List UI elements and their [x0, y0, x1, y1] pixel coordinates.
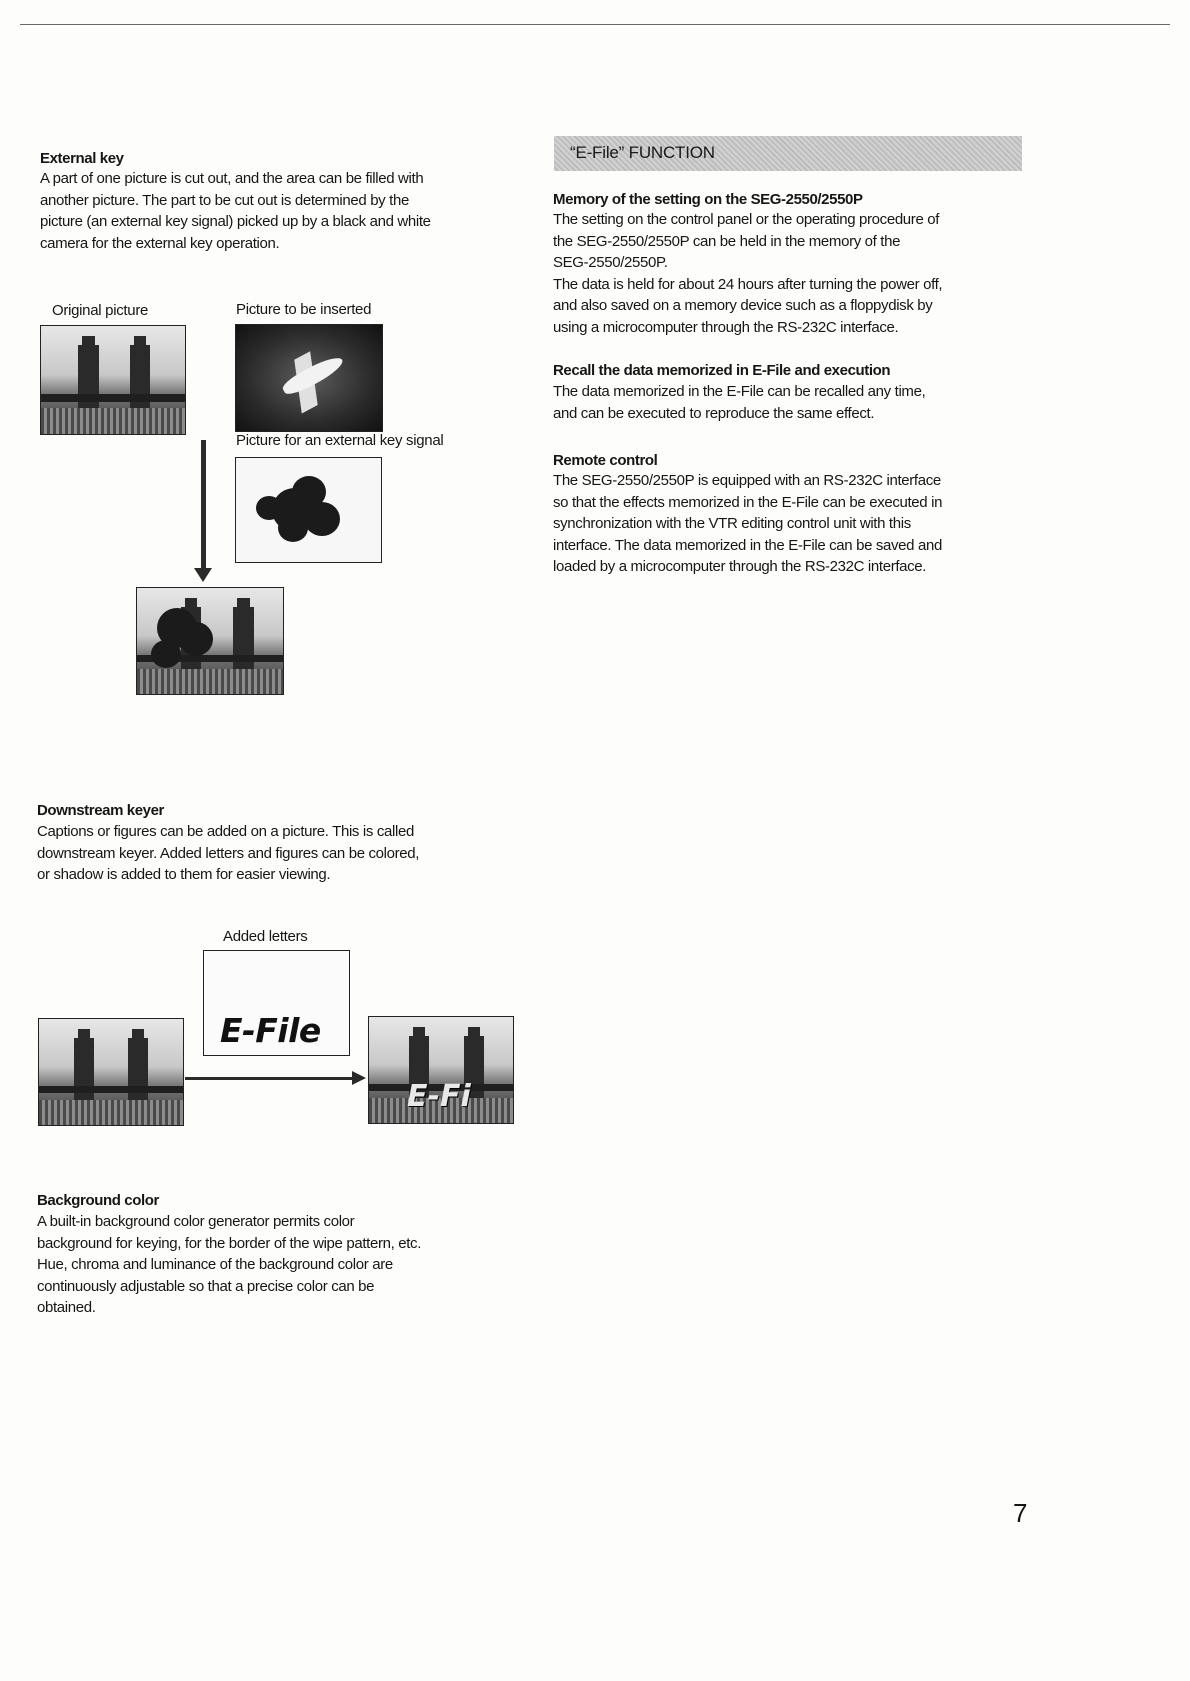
- external-key-heading: External key: [40, 150, 124, 167]
- background-color-body: A built-in background color generator permits color background for keying, for the border of the wipe pattern, etc. Hue, chroma and luminance of the background color are continuously adjustable so that a precise color can be obtained.: [37, 1213, 422, 1316]
- top-rule: [20, 24, 1170, 25]
- memory-body: The setting on the control panel or the operating procedure of the SEG-2550/2550P can be held in the memory of the SEG-2550/2550P. The data is held for about 24 hours after turning the power off, and also saved on a memory device such as a floppydisk by using a microcomputer through the RS-232C interface.: [553, 211, 943, 336]
- external-key-body: A part of one picture is cut out, and the area can be filled with another picture. The part to be cut out is determined by the picture (an external key signal) picked up by a black and white camera for the external key operation.: [40, 170, 431, 252]
- efile-function-banner: [554, 136, 1022, 171]
- external-key-result-image: [136, 587, 284, 695]
- efile-function-title: “E-File” FUNCTION: [570, 143, 715, 162]
- caption-added-letters: Added letters: [223, 928, 308, 945]
- downstream-keyer-heading: Downstream keyer: [37, 802, 164, 819]
- background-color-heading: Background color: [37, 1192, 159, 1209]
- caption-original-picture: Original picture: [52, 302, 149, 319]
- recall-body: The data memorized in the E-File can be recalled any time, and can be executed to reproduce the same effect.: [553, 383, 926, 422]
- memory-heading: Memory of the setting on the SEG-2550/2550P: [553, 191, 863, 208]
- page-number: 7: [1013, 1498, 1028, 1528]
- downstream-source-image: [38, 1018, 184, 1126]
- right-arrow-head: [352, 1071, 366, 1085]
- downstream-result-image: [368, 1016, 514, 1124]
- caption-picture-inserted: Picture to be inserted: [236, 301, 372, 318]
- downstream-keyer-body: Captions or figures can be added on a picture. This is called downstream keyer. Added letters and figures can be colored, or shadow is added to them for easier viewing.: [37, 823, 420, 883]
- picture-to-be-inserted-image: [235, 324, 383, 432]
- caption-key-signal-picture: Picture for an external key signal: [236, 432, 444, 449]
- down-arrow-head: [194, 568, 212, 582]
- right-arrow: [185, 1077, 355, 1080]
- down-arrow: [201, 440, 206, 570]
- external-key-signal-image: [235, 457, 382, 563]
- remote-control-body: The SEG-2550/2550P is equipped with an RS-232C interface so that the effects memorized in the E-File can be executed in synchronization with the VTR editing control unit with this interface. The data memorized in the E-File can be saved and loaded by a microcomputer through the RS-232C interface.: [553, 472, 943, 575]
- recall-heading: Recall the data memorized in E-File and execution: [553, 362, 891, 379]
- original-picture-image: [40, 325, 186, 435]
- remote-control-heading: Remote control: [553, 452, 658, 469]
- efile-logo: E-File: [220, 1011, 321, 1050]
- added-letters-image: [203, 950, 350, 1056]
- efile-overlay-text: E-Fi: [407, 1079, 471, 1114]
